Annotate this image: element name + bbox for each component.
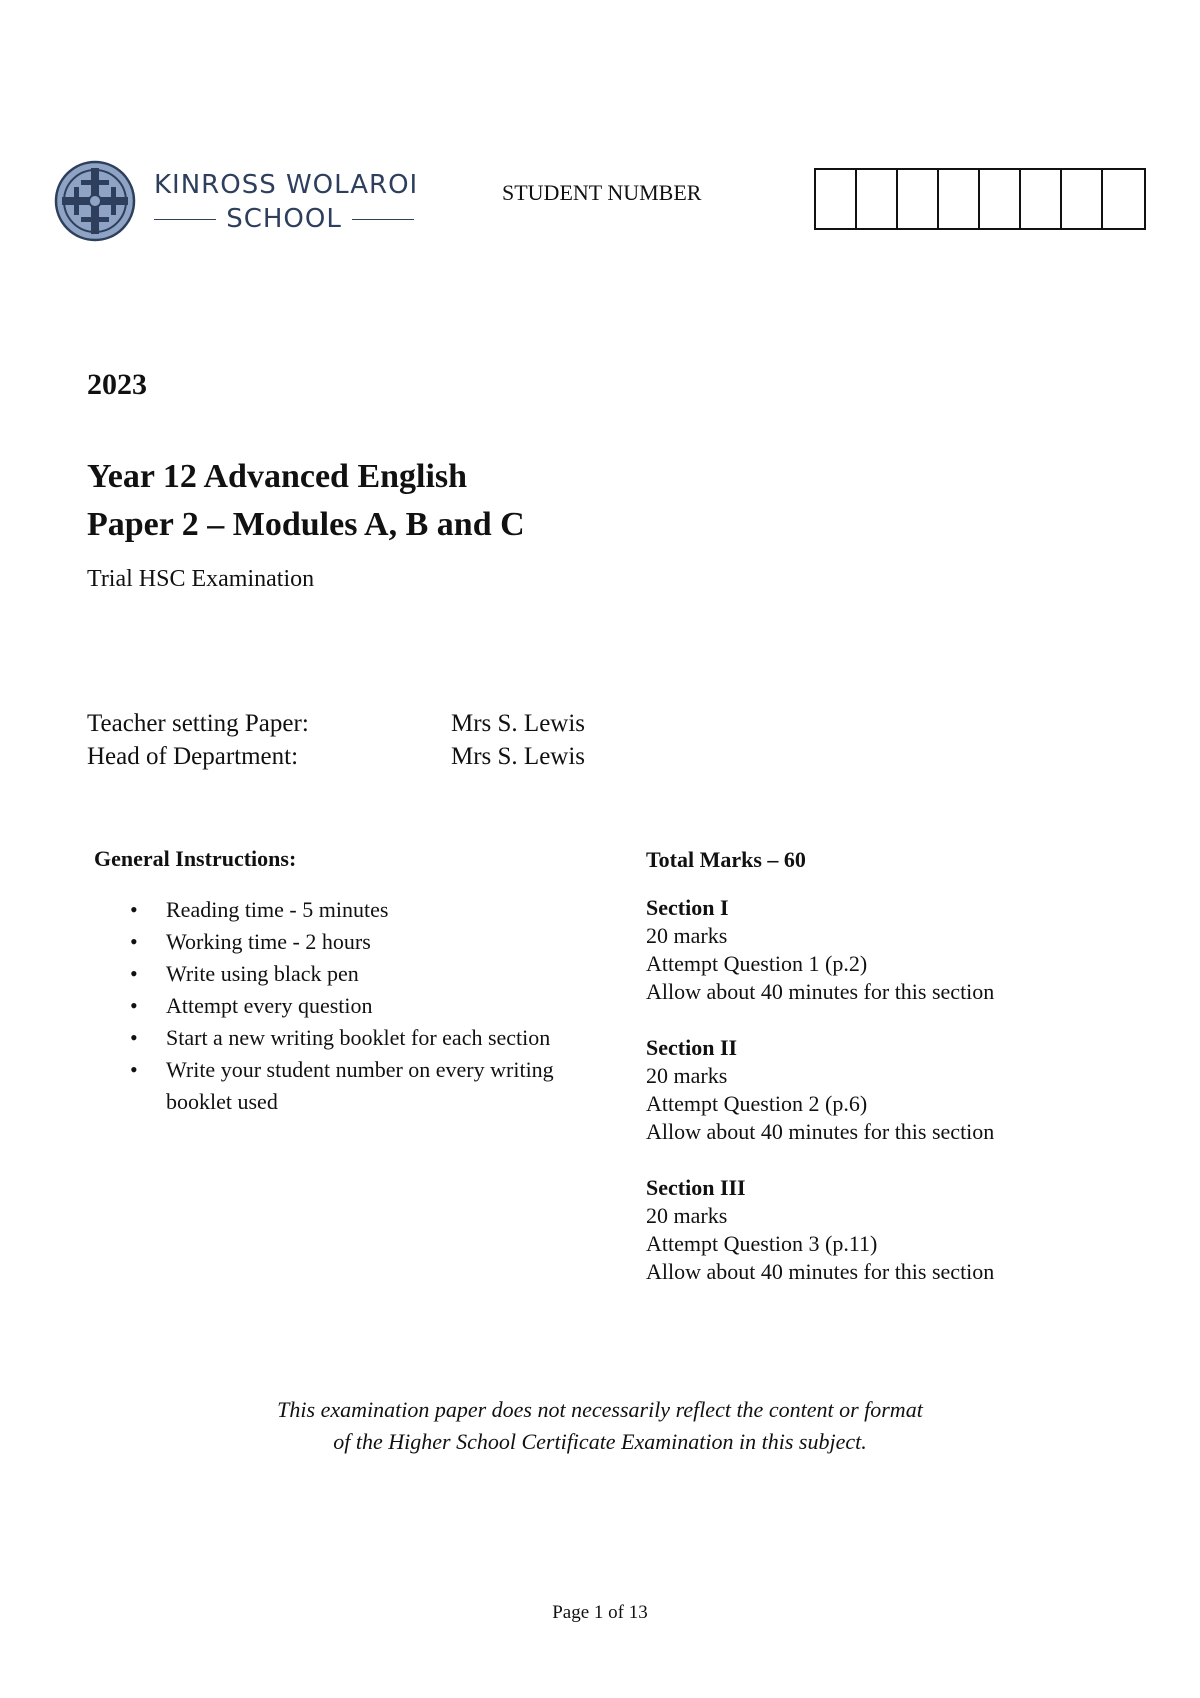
logo-name: KINROSS WOLAROI	[154, 170, 419, 200]
student-number-label: STUDENT NUMBER	[502, 180, 702, 205]
logo-subtitle-text: SCHOOL	[226, 204, 342, 234]
staff-name: Mrs S. Lewis	[451, 710, 586, 737]
instruction-item: • Start a new writing booklet for each section	[130, 1022, 610, 1054]
student-number-digit-box[interactable]	[980, 170, 1021, 228]
logo-rule-right	[352, 219, 414, 220]
staff-row	[87, 743, 585, 776]
logo-subtitle	[154, 204, 414, 234]
disclaimer-line: of the Higher School Certificate Examination in this subject.	[333, 1429, 867, 1454]
student-number-digit-box[interactable]	[898, 170, 939, 228]
section-time: Allow about 40 minutes for this section	[646, 1119, 995, 1144]
section-title: Section II	[646, 1035, 738, 1060]
disclaimer	[0, 1394, 1200, 1458]
instruction-item: • Write your student number on every writing booklet used	[130, 1054, 610, 1118]
instruction-item: • Working time - 2 hours	[130, 926, 610, 958]
section-marks: 20 marks	[646, 1203, 728, 1228]
staff-row	[87, 710, 585, 743]
school-logo	[54, 160, 424, 246]
section-marks: 20 marks	[646, 1063, 728, 1088]
total-marks: Total Marks – 60	[646, 847, 806, 872]
student-number-digit-box[interactable]	[857, 170, 898, 228]
staff-info	[87, 710, 585, 776]
instruction-item: • Attempt every question	[130, 990, 610, 1022]
section-attempt: Attempt Question 3 (p.11)	[646, 1231, 878, 1256]
section-attempt: Attempt Question 2 (p.6)	[646, 1091, 868, 1116]
marks-summary	[646, 846, 994, 1314]
student-number-digit-box[interactable]	[1103, 170, 1144, 228]
instruction-item: • Write using black pen	[130, 958, 610, 990]
page-number: Page 1 of 13	[552, 1602, 648, 1623]
exam-paper-title: Paper 2 – Modules A, B and C	[87, 506, 525, 543]
section-title: Section III	[646, 1175, 746, 1200]
logo-rule-left	[154, 219, 216, 220]
school-crest-icon	[54, 160, 136, 242]
general-instructions-list	[130, 894, 610, 1118]
disclaimer-line: This examination paper does not necessarily reflect the content or format	[277, 1397, 923, 1422]
section-block	[646, 1174, 994, 1286]
student-number-digit-box[interactable]	[939, 170, 980, 228]
instruction-item: • Reading time - 5 minutes	[130, 894, 610, 926]
section-marks: 20 marks	[646, 923, 728, 948]
general-instructions-title: General Instructions:	[94, 846, 297, 871]
staff-name: Mrs S. Lewis	[451, 743, 586, 770]
section-time: Allow about 40 minutes for this section	[646, 979, 995, 1004]
student-number-digit-box[interactable]	[1021, 170, 1062, 228]
staff-role: Head of Department:	[87, 743, 299, 770]
section-time: Allow about 40 minutes for this section	[646, 1259, 995, 1284]
student-number-digit-box[interactable]	[1062, 170, 1103, 228]
staff-role: Teacher setting Paper:	[87, 710, 309, 737]
student-number-digit-box[interactable]	[816, 170, 857, 228]
exam-subtitle: Trial HSC Examination	[87, 566, 315, 592]
exam-year: 2023	[87, 368, 147, 401]
exam-title: Year 12 Advanced English	[87, 458, 468, 495]
section-block	[646, 894, 994, 1006]
section-block	[646, 1034, 994, 1146]
section-attempt: Attempt Question 1 (p.2)	[646, 951, 868, 976]
section-title: Section I	[646, 895, 729, 920]
student-number-boxes[interactable]	[814, 168, 1146, 230]
